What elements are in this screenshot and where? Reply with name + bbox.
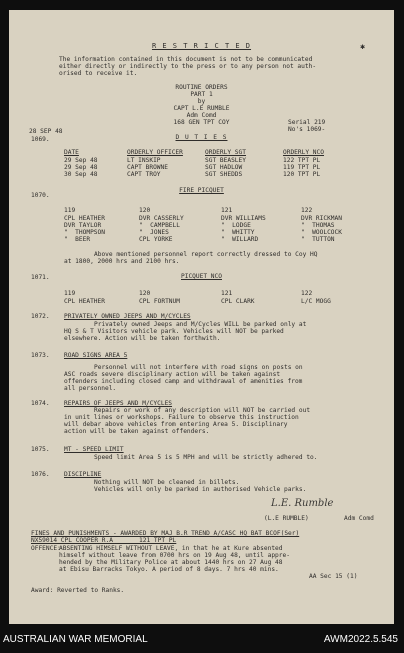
offence-line-2: himself without leave from 0700 hrs on 19 Aug 48, until appre- bbox=[59, 552, 290, 559]
title-part: PART 1 bbox=[190, 91, 213, 98]
order-1073-line-3: offenders including closed camp and withdrawal of amenities from bbox=[64, 378, 303, 385]
duties-row-2-sgt: SGT HADLOW bbox=[205, 164, 243, 171]
picquet-platoon-120: 120 bbox=[139, 207, 151, 214]
order-1076-line-1: Nothing will NOT be cleaned in billets. bbox=[94, 479, 240, 486]
title-role: Adm Comd bbox=[186, 112, 217, 119]
picquet-platoon-119: 119 bbox=[64, 207, 76, 214]
picquet-r4c4: " TUTTON bbox=[301, 236, 335, 243]
picquet-r2c1: DVR TAYLOR bbox=[64, 222, 102, 229]
order-1074-line-1: Repairs or work of any description will NOT be carried out bbox=[94, 407, 311, 414]
picquet-platoon-122: 122 bbox=[301, 207, 313, 214]
duties-row-2-officer: CAPT BROWNE bbox=[127, 164, 168, 171]
duties-row-1-sgt: SGT BEASLEY bbox=[205, 157, 246, 164]
title-commander: CAPT L.E RUMBLE bbox=[173, 105, 230, 112]
duties-row-3-officer: CAPT TROY bbox=[127, 171, 161, 178]
warning-line-1: The information contained in this document is not to be communicated bbox=[59, 56, 313, 63]
order-1076-heading: DISCIPLINE bbox=[64, 471, 102, 478]
picquet-r1c4: DVR RICKMAN bbox=[301, 215, 342, 222]
nco-platoon-122: 122 bbox=[301, 290, 313, 297]
order-1076-line-2: Vehicles will only be parked in authorised Vehicle parks. bbox=[94, 486, 307, 493]
order-1073-line-1: Personnel will not interfere with road signs on posts on bbox=[94, 364, 303, 371]
order-number-1071: 1071. bbox=[31, 274, 50, 281]
signatory-name: (L.E RUMBLE) bbox=[264, 515, 309, 522]
signatory-role: Adm Comd bbox=[344, 515, 374, 522]
offence-line-4: at Ebisu Barracks Tokyo. A period of 8 days. 7 hrs 40 mins. bbox=[59, 566, 279, 573]
picquet-r3c3: " WHITTY bbox=[221, 229, 255, 236]
order-number-1073: 1073. bbox=[31, 352, 50, 359]
order-1074-line-2: in unit lines or workshops. Failure to observe this instruction bbox=[64, 414, 299, 421]
picquet-r4c1: " BEER bbox=[64, 236, 91, 243]
duties-row-1-nco: 122 TPT PL bbox=[283, 157, 321, 164]
warning-line-3: orised to receive it. bbox=[59, 70, 138, 77]
duties-row-3-date: 30 Sep 48 bbox=[64, 171, 98, 178]
warning-line-2: either directly or indirectly to the press or to any person not auth- bbox=[59, 63, 317, 70]
duties-row-1-date: 29 Sep 48 bbox=[64, 157, 98, 164]
footer-accession-number: AWM2022.5.545 bbox=[323, 634, 398, 645]
duties-col-nco: ORDERLY NCO bbox=[283, 149, 324, 156]
duties-col-sgt: ORDERLY SGT bbox=[205, 149, 246, 156]
fines-heading: FINES AND PUNISHMENTS - AWARDED BY MAJ B.R TREND A/CASC HQ BAT BCOF(Ser) bbox=[31, 530, 300, 537]
footer-institution: AUSTRALIAN WAR MEMORIAL bbox=[3, 634, 148, 645]
duties-col-date: DATE bbox=[64, 149, 79, 156]
picquet-platoon-121: 121 bbox=[221, 207, 233, 214]
army-act-section: AA Sec 15 (1) bbox=[309, 573, 358, 580]
nco-name-122: L/C MOGG bbox=[301, 298, 331, 305]
order-numbers: No's 1069- bbox=[288, 126, 326, 133]
award-line: Award: Reverted to Ranks. bbox=[31, 587, 125, 594]
order-1074-line-4: action will be taken against offenders. bbox=[64, 428, 210, 435]
offence-label: OFFENCE: bbox=[31, 545, 61, 552]
order-1075-heading: MT - SPEED LIMIT bbox=[64, 446, 124, 453]
order-number-1069: 1069. bbox=[31, 136, 50, 143]
picquet-r3c1: " THOMPSON bbox=[64, 229, 105, 236]
document-page bbox=[9, 10, 394, 624]
order-number-1075: 1075. bbox=[31, 446, 50, 453]
order-1074-line-3: will debar above vehicles from entering Area 5. Disciplinary bbox=[64, 421, 288, 428]
picquet-heading: FIRE PICQUET bbox=[179, 187, 224, 194]
order-1075-line-1: Speed limit Area 5 is 5 MPH and will be strictly adhered to. bbox=[94, 454, 318, 461]
nco-name-121: CPL CLARK bbox=[221, 298, 255, 305]
title-routine-orders: ROUTINE ORDERS bbox=[175, 84, 228, 91]
serial-number: Serial 219 bbox=[288, 119, 326, 126]
order-1072-heading: PRIVATELY OWNED JEEPS AND M/CYCLES bbox=[64, 313, 191, 320]
fines-soldier: NX59014 CPL COOPER R.A 121 TPT PL bbox=[31, 537, 177, 544]
order-number-1070: 1070. bbox=[31, 192, 50, 199]
nco-platoon-120: 120 bbox=[139, 290, 151, 297]
order-1072-line-1: Privately owned Jeeps and M/Cycles WILL be parked only at bbox=[94, 321, 307, 328]
picquet-nco-heading: PICQUET NCO bbox=[181, 273, 222, 280]
picquet-r2c3: " LODGE bbox=[221, 222, 251, 229]
offence-line-1: ABSENTING HIMSELF WITHOUT LEAVE, in that he at Kure absented bbox=[59, 545, 283, 552]
order-1072-line-2: HQ S & T Visitors vehicle park. Vehicles will NOT be parked bbox=[64, 328, 284, 335]
duties-row-1-officer: LT INSKIP bbox=[127, 157, 161, 164]
duties-row-2-date: 29 Sep 48 bbox=[64, 164, 98, 171]
picquet-note-2: at 1800, 2000 hrs and 2100 hrs. bbox=[64, 258, 180, 265]
order-number-1074: 1074. bbox=[31, 400, 50, 407]
order-number-1072: 1072. bbox=[31, 313, 50, 320]
nco-name-119: CPL HEATHER bbox=[64, 298, 105, 305]
picquet-r3c4: " WOOLCOCK bbox=[301, 229, 342, 236]
nco-name-120: CPL FORTNUM bbox=[139, 298, 180, 305]
classification-heading: R E S T R I C T E D bbox=[151, 42, 252, 50]
nco-platoon-119: 119 bbox=[64, 290, 76, 297]
picquet-r2c2: " CAMPBELL bbox=[139, 222, 180, 229]
duties-heading: D U T I E S bbox=[175, 134, 228, 141]
order-1073-line-4: all personnel. bbox=[64, 385, 117, 392]
nco-platoon-121: 121 bbox=[221, 290, 233, 297]
offence-line-3: hended by the Military Police at about 1440 hrs on 27 Aug 48 bbox=[59, 559, 283, 566]
order-1072-line-3: elsewhere. Action will be taken forthwith. bbox=[64, 335, 221, 342]
picquet-r4c3: " WILLARD bbox=[221, 236, 259, 243]
archive-footer bbox=[0, 624, 404, 653]
picquet-r4c2: CPL YORKE bbox=[139, 236, 173, 243]
duties-row-2-nco: 119 TPT PL bbox=[283, 164, 321, 171]
picquet-r2c4: " THOMAS bbox=[301, 222, 335, 229]
order-number-1076: 1076. bbox=[31, 471, 50, 478]
order-1073-line-2: ASC roads severe disciplinary action will be taken against bbox=[64, 371, 281, 378]
order-1074-heading: REPAIRS OF JEEPS AND M/CYCLES bbox=[64, 400, 173, 407]
corner-mark: ✱ bbox=[360, 42, 365, 51]
picquet-r3c2: " JONES bbox=[139, 229, 169, 236]
picquet-r1c2: DVR CASSERLY bbox=[139, 215, 184, 222]
picquet-r1c1: CPL HEATHER bbox=[64, 215, 105, 222]
title-by: by bbox=[197, 98, 206, 105]
document-date: 28 SEP 48 bbox=[29, 128, 63, 135]
picquet-note-1: Above mentioned personnel report correctly dressed to Coy HQ bbox=[94, 251, 318, 258]
order-1073-heading: ROAD SIGNS AREA 5 bbox=[64, 352, 128, 359]
commander-signature: L.E. Rumble bbox=[271, 498, 334, 509]
title-unit: 168 GEN TPT COY bbox=[173, 119, 230, 126]
duties-col-officer: ORDERLY OFFICER bbox=[127, 149, 183, 156]
picquet-r1c3: DVR WILLIAMS bbox=[221, 215, 266, 222]
duties-row-3-sgt: SGT SHEDDS bbox=[205, 171, 243, 178]
duties-row-3-nco: 120 TPT PL bbox=[283, 171, 321, 178]
